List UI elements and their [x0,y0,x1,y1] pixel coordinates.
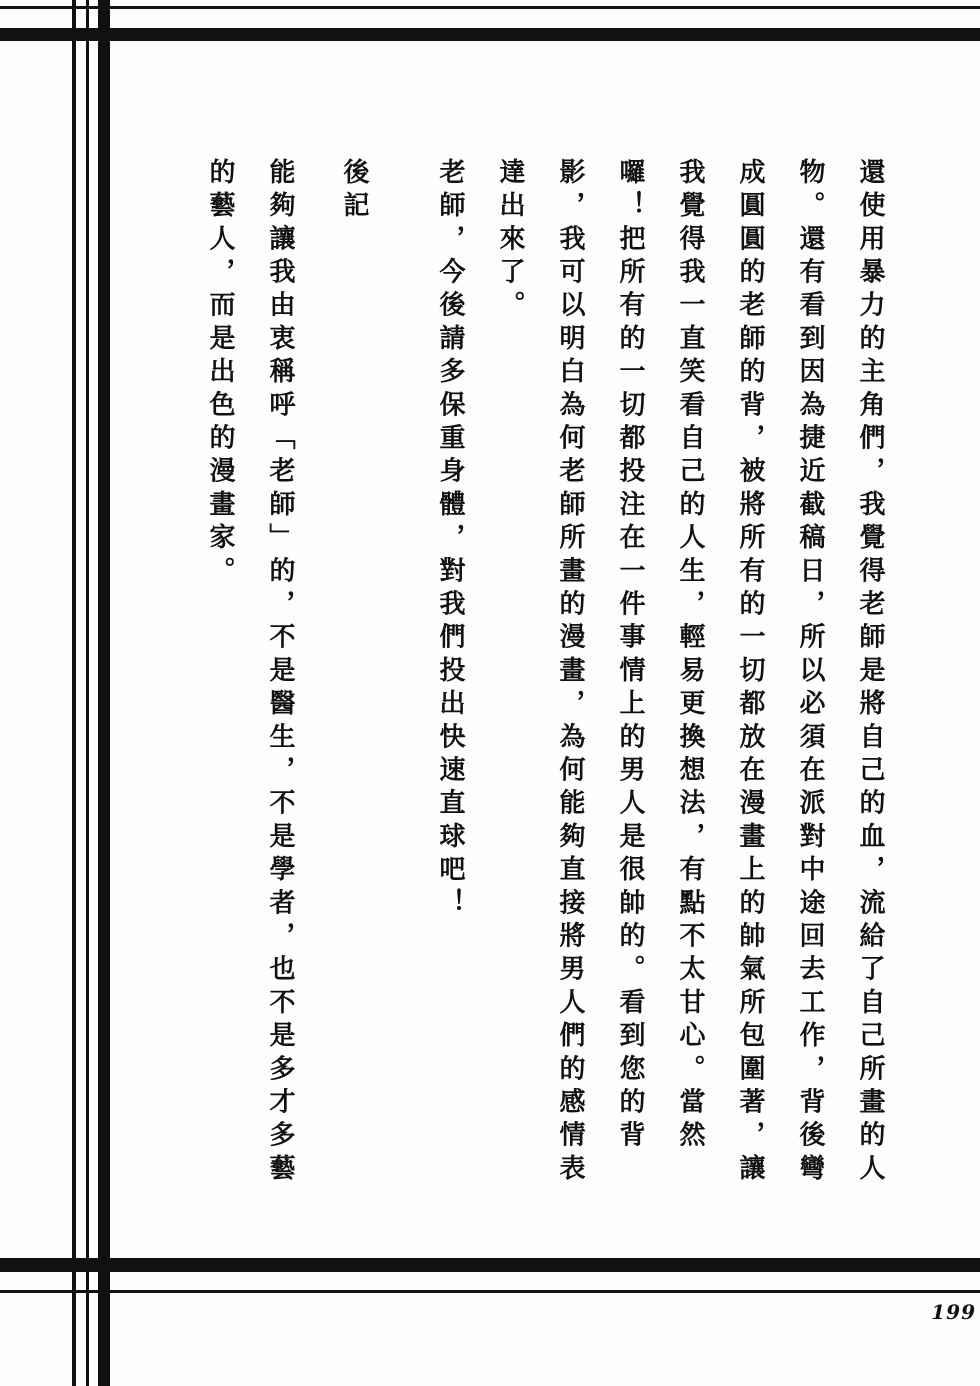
afterword-heading: 後記 [339,158,369,225]
left-thin-rule-1 [72,0,76,1386]
bottom-thick-rule [0,1258,980,1272]
vertical-text-body [190,158,900,1218]
top-thick-rule [0,28,980,41]
paragraph-2: 老師，今後請多保重身體，對我們投出快速直球吧！ [435,158,465,922]
paragraph-3: 能夠讓我由衷稱呼「老師」的，不是醫生，不是學者，也不是多才多藝的藝人，而是出色的漫畫家。 [205,158,295,1188]
bottom-thin-rule [0,1290,980,1293]
paragraph-1: 還使用暴力的主角們，我覺得老師是將自己的血，流給了自己所畫的人物。還有看到因為捷近截稿日，所以必須在派對中途回去工作，背後彎成圓圓的老師的背，被將所有的一切都放在漫畫上的帥氣所包圍著，讓我覺得我一直笑看自己的人生，輕易更換想法，有點不太甘心。當然囉！把所有的一切都投注在一件事情上的男人是很帥的。看到您的背影，我可以明白為何老師所畫的漫畫，為何能夠直接將男人們的感情表達出來了。 [495,158,885,1188]
left-thick-rule [98,0,110,1386]
left-thin-rule-2 [86,0,89,1386]
top-thin-rule [0,6,980,9]
page-number: 199 [931,1300,976,1324]
